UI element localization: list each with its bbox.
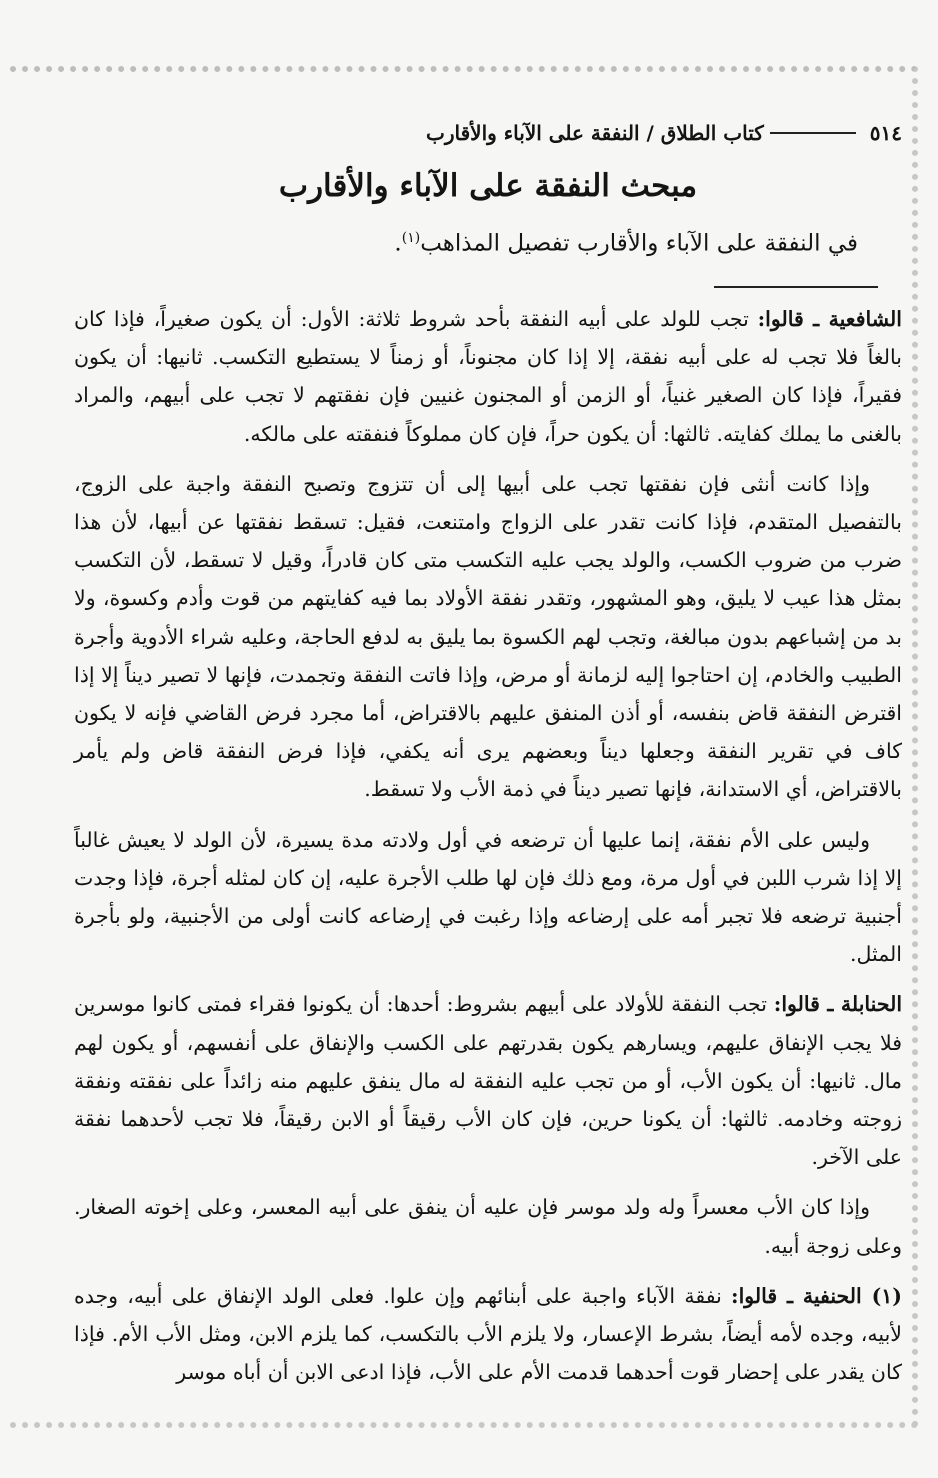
- paragraph-text: وإذا كان الأب معسراً وله ولد موسر فإن عليه أن ينفق على أبيه المعسر، وعلى إخوته الصغار. وعلى زوجة أبيه.: [74, 1195, 902, 1258]
- paragraph-text: تجب للولد على أبيه النفقة بأحد شروط ثلاثة: الأول: أن يكون صغيراً، فإذا كان بالغاً فلا تجب له على أبيه نفقة، إلا إذا كان مجنوناً، أو زمناً لا يستطيع التكسب. ثانيها: أن يكون فقيراً، فإذا كان الصغير غنياً، أو الزمن أو المجنون غنيين فإن نفقتهم لا تجب على أبيهم، والمراد بالغنى ما يملك كفايته. ثالثها: أن يكون حراً، فإن كان مملوكاً فنفقته على مالكه.: [74, 307, 902, 446]
- school-label: (١) الحنفية ـ قالوا:: [731, 1283, 902, 1308]
- paragraph-text: وإذا كانت أنثى فإن نفقتها تجب على أبيها إلى أن تتزوج وتصبح النفقة واجبة على الزوج، بالتفصيل المتقدم، فإذا كانت تقدر على الزواج وامتنعت، فقيل: تسقط نفقتها عن أبيها، لأن هذا ضرب من ضروب الكسب، والولد يجب عليه التكسب متى كان قادراً، وقيل لا تسقط، لأن التكسب بمثل هذا عيب لا يليق، وهو المشهور، وتقدر نفقة الأولاد بما فيه كفايتهم من قوت وأدم وكسوة، ولا بد من إشباعهم بدون مبالغة، وتجب لهم الكسوة بما يليق به لدفع الحاجة، وعليه شراء الأدوية وأجرة الطبيب والخادم، إن احتاجوا إليه لزمانة أو مرض، وإذا فاتت النفقة وتجمدت، فإنها لا تصير ديناً إلا إذا اقترض النفقة قاض بنفسه، أو أذن المنفق عليهم بالاقتراض، أما مجرد فرض القاضي فإنه لا يكون كاف في تقرير النفقة وجعلها ديناً وبعضهم يرى أنه يكفي، فإذا فرض النفقة قاض ولم يأمر بالاقتراض، أي الاستدانة، فإنها تصير ديناً في ذمة الأب ولا تسقط.: [74, 471, 902, 802]
- running-title: كتاب الطلاق / النفقة على الآباء والأقارب: [426, 121, 764, 145]
- school-label: الشافعية ـ قالوا:: [757, 307, 902, 331]
- intro-end: .: [394, 230, 402, 257]
- paragraph-text: وليس على الأم نفقة، إنما عليها أن ترضعه في أول ولادته مدة يسيرة، لأن الولد لا يعيش غالباً إلا إذا شرب اللبن في أول مرة، ومع ذلك فإن لها طلب الأجرة عليه، إن كان لمثله أجرة، فإذا وجدت أجنبية ترضعه فلا تجبر أمه على إرضاعه وإذا رغبت في إرضاعه كانت أولى من الأجنبية، ولو بأجرة المثل.: [74, 827, 902, 967]
- header-rule: [770, 132, 856, 134]
- paragraph-daughter: [74, 465, 902, 809]
- body-text: [74, 300, 902, 1403]
- paragraph-mother: [74, 821, 902, 974]
- paragraph-text: تجب النفقة للأولاد على أبيهم بشروط: أحدها: أن يكونوا فقراء فمتى كانوا موسرين فلا يجب الإنفاق عليهم، ويسارهم يكون بقدرتهم على الكسب والإنفاق على أنفسهم، أو يكون لهم مال. ثانيها: أن يكون الأب، أو من تجب عليه النفقة له مال ينفق عليهم منه زائداً على نفقته ونفقة زوجته وخادمه. ثالثها: أن يكونا حرين، فإن كان الأب رقيقاً أو الابن رقيقاً، فلا تجب لأحدهما نفقة على الآخر.: [74, 992, 902, 1170]
- page-number: ٥١٤: [869, 121, 902, 145]
- paragraph-shafii: [74, 300, 902, 453]
- footnote-rule: [714, 286, 878, 288]
- paragraph-hanbali: [74, 985, 902, 1176]
- intro-text: في النفقة على الآباء والأقارب تفصيل المذاهب: [420, 230, 858, 257]
- running-header: [74, 118, 902, 148]
- footnote-ref: (١): [401, 230, 421, 246]
- intro-line: [98, 230, 858, 257]
- footnote-hanafi: [74, 1277, 902, 1392]
- school-label: الحنابلة ـ قالوا:: [773, 992, 903, 1017]
- paragraph-father-poor: [74, 1188, 902, 1264]
- section-title: مبحث النفقة على الآباء والأقارب: [278, 168, 698, 204]
- paragraph-text: نفقة الآباء واجبة على أبنائهم وإن علوا. فعلى الولد الإنفاق على أبيه، وجده لأبيه، وجده لأمه أيضاً، بشرط الإعسار، ولا يلزم الأب بالتكسب، كما يلزم الابن، ومثل الأب الأم. فإذا كان يقدر على إحضار قوت أحدهما قدمت الأم على الأب، فإذا ادعى الابن أن أباه موسر: [74, 1283, 902, 1385]
